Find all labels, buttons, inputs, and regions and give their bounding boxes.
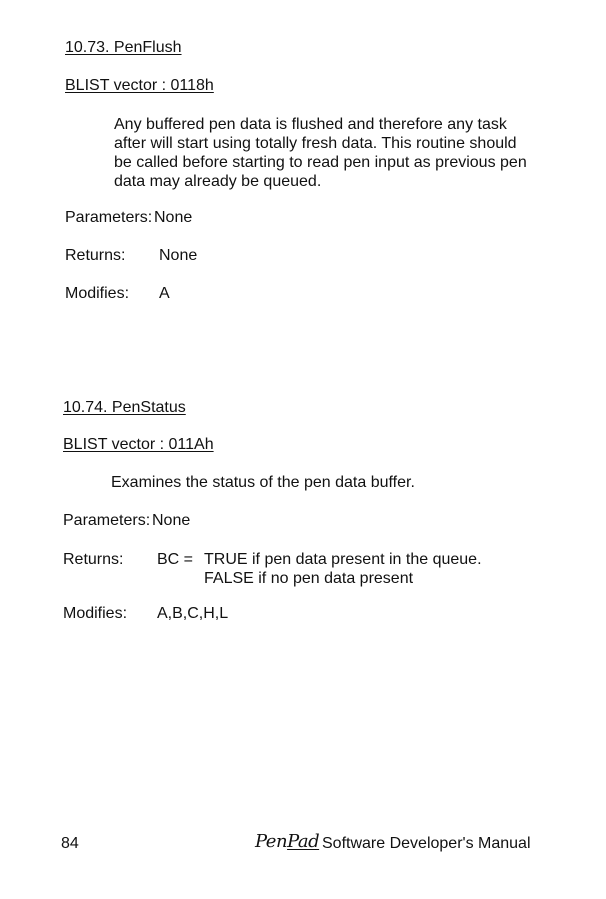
blist-vector-penstatus: BLIST vector : 011Ah — [63, 436, 214, 453]
returns-register: BC = — [157, 551, 194, 568]
modifies-label: Modifies: — [63, 605, 128, 622]
blist-vector-penflush: BLIST vector : 0118h — [65, 77, 214, 94]
modifies-value: A — [159, 285, 170, 302]
penpad-logo — [255, 831, 319, 852]
returns-label: Returns: — [65, 247, 126, 264]
parameters-value: None — [154, 209, 193, 226]
manual-title: Software Developer's Manual — [322, 835, 531, 852]
returns-label: Returns: — [63, 551, 124, 568]
section-heading-penstatus: 10.74. PenStatus — [63, 399, 186, 416]
modifies-label: Modifies: — [65, 285, 130, 302]
parameters-label: Parameters: — [65, 209, 153, 226]
returns-line-false: FALSE if no pen data present — [204, 570, 414, 587]
parameters-value: None — [152, 512, 191, 529]
brand-pen: Pen — [255, 831, 288, 852]
modifies-value: A,B,C,H,L — [157, 605, 229, 622]
brand-pad: Pad — [287, 831, 320, 852]
page-number: 84 — [61, 835, 79, 852]
returns-value: None — [159, 247, 198, 264]
parameters-label: Parameters: — [63, 512, 151, 529]
returns-line-true: TRUE if pen data present in the queue. — [204, 551, 482, 568]
description-penflush: Any buffered pen data is flushed and therefore any task after will start using totally fresh data. This routine should be called before starting to read pen input as previous pen data may already be queued. — [114, 116, 527, 190]
section-heading-penflush: 10.73. PenFlush — [65, 39, 182, 56]
description-penstatus: Examines the status of the pen data buffer. — [111, 474, 415, 491]
